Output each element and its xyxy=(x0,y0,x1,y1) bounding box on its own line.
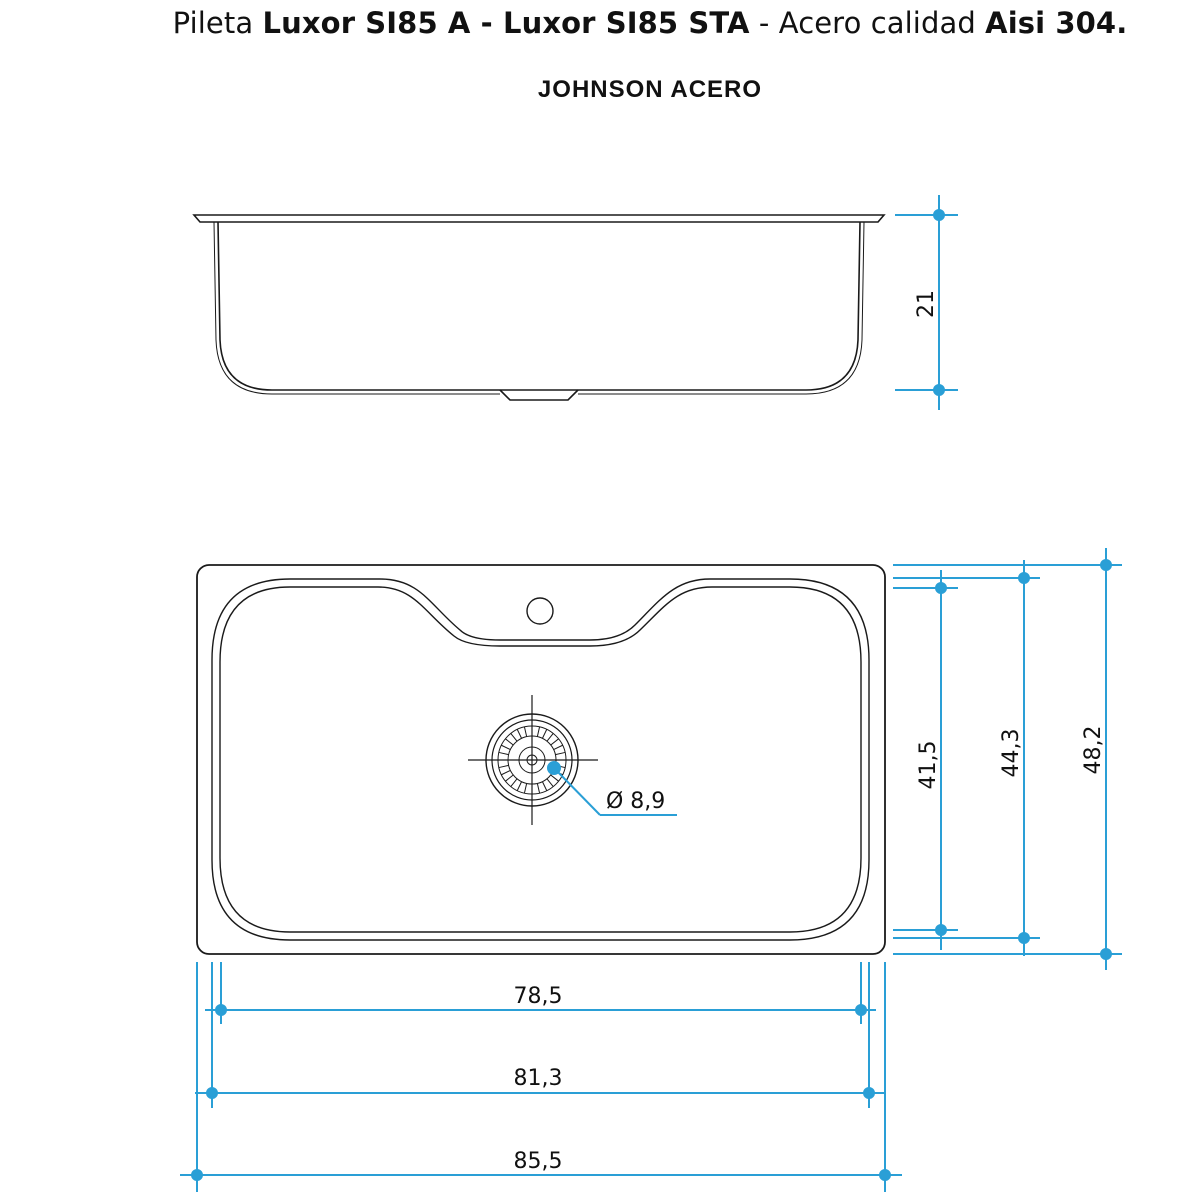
drain-slot xyxy=(511,779,517,787)
drain-slot xyxy=(551,739,559,745)
drain-slot xyxy=(501,745,510,749)
drain-slot xyxy=(542,729,546,738)
title-middle: - Acero calidad xyxy=(749,6,986,40)
faucet-hole xyxy=(527,598,553,624)
drain-slot xyxy=(505,775,513,781)
drain-slot xyxy=(547,733,553,741)
drain-diameter-label: Ø 8,9 xyxy=(606,789,666,814)
drain-slot xyxy=(547,779,553,787)
drain-slot xyxy=(555,752,565,754)
title-material: Aisi 304. xyxy=(985,6,1128,40)
title-prefix: Pileta xyxy=(172,6,263,40)
drain-slot xyxy=(554,745,563,749)
bowl-length-label: 81,3 xyxy=(513,1066,563,1091)
inner-length-label: 78,5 xyxy=(513,984,563,1009)
drain-slot xyxy=(517,782,521,791)
side-view-drain xyxy=(500,390,578,400)
title-model-a: Luxor SI85 A xyxy=(262,6,471,40)
drain-slot xyxy=(505,739,513,745)
drain-slot xyxy=(511,733,517,741)
inner-width-label: 41,5 xyxy=(916,740,941,790)
side-view xyxy=(194,215,884,400)
drain-slot xyxy=(537,783,539,793)
side-view-inner-wall xyxy=(214,222,864,394)
drain-slot xyxy=(524,783,526,793)
drain xyxy=(468,695,598,825)
drain-slot xyxy=(551,775,559,781)
drain-slot xyxy=(524,727,526,737)
side-view-bowl xyxy=(218,222,860,390)
drain-slot xyxy=(501,770,510,774)
drain-slot xyxy=(499,752,509,754)
drain-slot xyxy=(499,765,509,767)
drain-slot xyxy=(542,782,546,791)
title-model-b: Luxor SI85 STA xyxy=(503,6,750,40)
overall-length-label: 85,5 xyxy=(513,1149,563,1174)
overall-width-label: 48,2 xyxy=(1081,725,1106,775)
depth-label: 21 xyxy=(914,290,939,318)
title-separator: - xyxy=(470,6,504,40)
side-view-rim xyxy=(194,215,884,222)
drain-slot xyxy=(537,727,539,737)
bowl-width-label: 44,3 xyxy=(999,728,1024,778)
drain-slot xyxy=(517,729,521,738)
brand-name: JOHNSON ACERO xyxy=(537,76,763,103)
